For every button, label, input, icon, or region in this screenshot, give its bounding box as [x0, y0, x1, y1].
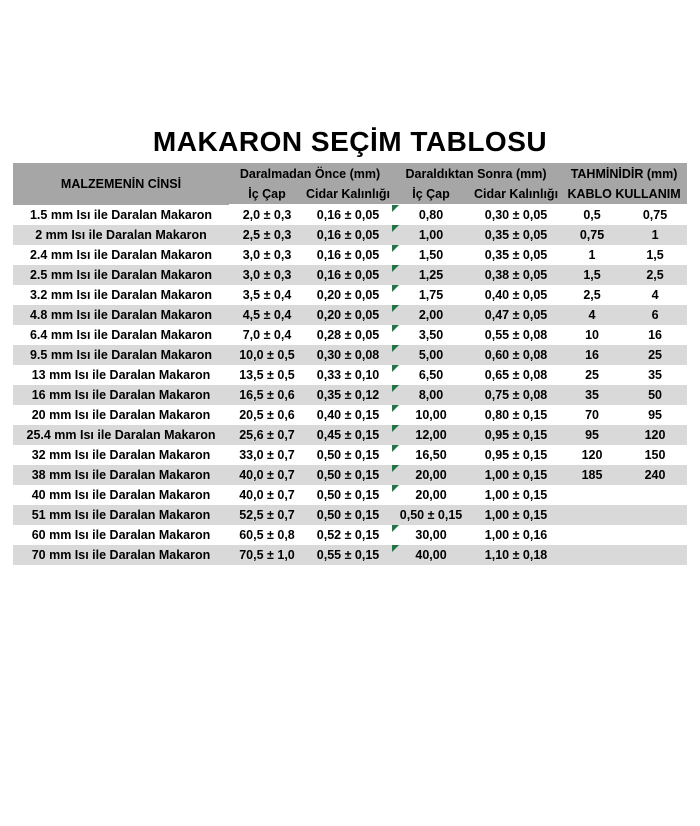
cell-material	[13, 425, 229, 445]
header-wall-thickness-after: Cidar Kalınlığı	[471, 184, 561, 205]
cell-cable-usage-min	[561, 305, 623, 325]
cell-value: 40,00	[415, 548, 447, 562]
cell-value: 0,30 ± 0,08	[316, 348, 380, 362]
cell-inner-diameter-before	[229, 265, 305, 285]
cell-value: 16 mm Isı ile Daralan Makaron	[31, 388, 211, 402]
table-row	[13, 445, 687, 465]
cell-value: 95	[585, 428, 599, 442]
excel-error-indicator-icon	[392, 325, 399, 332]
cell-material	[13, 325, 229, 345]
cell-cable-usage-min	[561, 505, 623, 525]
cell-wall-thickness-before	[305, 465, 391, 485]
cell-value: 20 mm Isı ile Daralan Makaron	[31, 408, 211, 422]
cell-cable-usage-min	[561, 425, 623, 445]
header-group-before-shrink: Daralmadan Önce (mm)	[229, 163, 391, 184]
cell-wall-thickness-before	[305, 445, 391, 465]
cell-value: 0,35 ± 0,05	[484, 228, 548, 242]
cell-value: 2,00	[418, 308, 444, 322]
cell-cable-usage-max	[623, 545, 687, 565]
cell-value: 1,00	[418, 228, 444, 242]
cell-value: 0,38 ± 0,05	[484, 268, 548, 282]
excel-error-indicator-icon	[392, 445, 399, 452]
cell-inner-diameter-after	[391, 365, 471, 385]
cell-value: 0,20 ± 0,05	[316, 308, 380, 322]
cell-value: 9.5 mm Isı ile Daralan Makaron	[29, 348, 213, 362]
cell-value: 20,00	[415, 488, 447, 502]
table-row	[13, 365, 687, 385]
cell-inner-diameter-before	[229, 225, 305, 245]
cell-value: 6.4 mm Isı ile Daralan Makaron	[29, 328, 213, 342]
cell-value: 0,20 ± 0,05	[316, 288, 380, 302]
cell-value: 5,00	[418, 348, 444, 362]
cell-cable-usage-max	[623, 405, 687, 425]
cell-value: 2.4 mm Isı ile Daralan Makaron	[29, 248, 213, 262]
cell-material	[13, 505, 229, 525]
table-row	[13, 525, 687, 545]
table-row	[13, 385, 687, 405]
cell-value: 0,45 ± 0,15	[316, 428, 380, 442]
cell-inner-diameter-after	[391, 265, 471, 285]
table-row	[13, 405, 687, 425]
cell-value: 0,95 ± 0,15	[484, 448, 548, 462]
cell-wall-thickness-after	[471, 225, 561, 245]
cell-wall-thickness-before	[305, 285, 391, 305]
table-row	[13, 265, 687, 285]
cell-value: 2 mm Isı ile Daralan Makaron	[35, 228, 207, 242]
cell-value: 0,95 ± 0,15	[484, 428, 548, 442]
cell-value: 3.2 mm Isı ile Daralan Makaron	[29, 288, 213, 302]
cell-cable-usage-max	[623, 205, 687, 226]
cell-value: 185	[581, 468, 603, 482]
header-wall-thickness-before: Cidar Kalınlığı	[305, 184, 391, 205]
cell-value: 3,5 ± 0,4	[242, 288, 292, 302]
cell-value: 10,0 ± 0,5	[239, 348, 295, 362]
cell-cable-usage-max	[623, 245, 687, 265]
cell-value: 70	[585, 408, 599, 422]
table-body	[13, 205, 687, 566]
cell-material	[13, 465, 229, 485]
cell-wall-thickness-before	[305, 425, 391, 445]
cell-value: 2,5 ± 0,3	[242, 228, 292, 242]
table-row	[13, 505, 687, 525]
cell-material	[13, 205, 229, 226]
cell-inner-diameter-before	[229, 485, 305, 505]
cell-value: 1,10 ± 0,18	[484, 548, 548, 562]
cell-cable-usage-min	[561, 265, 623, 285]
cell-value: 50	[648, 388, 662, 402]
cell-value: 6,50	[418, 368, 444, 382]
cell-value: 240	[644, 468, 666, 482]
cell-wall-thickness-after	[471, 385, 561, 405]
cell-inner-diameter-before	[229, 285, 305, 305]
cell-value: 95	[648, 408, 662, 422]
cell-value: 120	[581, 448, 603, 462]
table-row	[13, 205, 687, 226]
cell-value: 0,50 ± 0,15	[316, 488, 380, 502]
cell-material	[13, 485, 229, 505]
cell-wall-thickness-after	[471, 465, 561, 485]
cell-inner-diameter-before	[229, 545, 305, 565]
cell-inner-diameter-after	[391, 485, 471, 505]
cell-value: 16,50	[415, 448, 447, 462]
table-row	[13, 545, 687, 565]
cell-value: 120	[644, 428, 666, 442]
cell-wall-thickness-before	[305, 405, 391, 425]
cell-value: 2,0 ± 0,3	[242, 208, 292, 222]
cell-cable-usage-max	[623, 305, 687, 325]
cell-cable-usage-max	[623, 325, 687, 345]
cell-value: 40,0 ± 0,7	[239, 468, 295, 482]
cell-inner-diameter-after	[391, 245, 471, 265]
cell-inner-diameter-before	[229, 445, 305, 465]
cell-cable-usage-max	[623, 385, 687, 405]
header-inner-diameter-before: İç Çap	[229, 184, 305, 205]
cell-cable-usage-max	[623, 425, 687, 445]
cell-value: 0,40 ± 0,15	[316, 408, 380, 422]
cell-value: 25,6 ± 0,7	[239, 428, 295, 442]
cell-wall-thickness-after	[471, 265, 561, 285]
cell-cable-usage-min	[561, 525, 623, 545]
cell-value: 12,00	[415, 428, 447, 442]
cell-value: 1,50	[418, 248, 444, 262]
table-header	[13, 163, 687, 205]
table-row	[13, 485, 687, 505]
excel-error-indicator-icon	[392, 285, 399, 292]
excel-error-indicator-icon	[392, 205, 399, 212]
cell-value: 150	[644, 448, 666, 462]
cell-value: 60 mm Isı ile Daralan Makaron	[31, 528, 211, 542]
cell-value: 7,0 ± 0,4	[242, 328, 292, 342]
cell-material	[13, 365, 229, 385]
cell-inner-diameter-after	[391, 345, 471, 365]
cell-value: 1,5	[583, 268, 601, 282]
excel-error-indicator-icon	[392, 545, 399, 552]
cell-value: 0,50 ± 0,15	[399, 508, 463, 522]
cell-inner-diameter-after	[391, 205, 471, 226]
excel-error-indicator-icon	[392, 345, 399, 352]
cell-value: 35	[648, 368, 662, 382]
page-title: MAKARON SEÇİM TABLOSU	[152, 126, 548, 157]
cell-value: 40 mm Isı ile Daralan Makaron	[31, 488, 211, 502]
cell-value: 4	[588, 308, 596, 322]
cell-cable-usage-min	[561, 385, 623, 405]
cell-wall-thickness-after	[471, 345, 561, 365]
cell-inner-diameter-before	[229, 365, 305, 385]
cell-cable-usage-max	[623, 485, 687, 505]
cell-value: 0,80	[418, 208, 444, 222]
cell-value: 1.5 mm Isı ile Daralan Makaron	[29, 207, 213, 222]
table-row	[13, 245, 687, 265]
table-row	[13, 305, 687, 325]
cell-value: 0,35 ± 0,12	[316, 388, 380, 402]
cell-wall-thickness-before	[305, 305, 391, 325]
cell-inner-diameter-after	[391, 405, 471, 425]
excel-error-indicator-icon	[392, 405, 399, 412]
cell-wall-thickness-before	[305, 205, 391, 226]
header-cable-usage: KABLO KULLANIM	[561, 184, 687, 205]
cell-value: 2,5	[646, 268, 664, 282]
cell-wall-thickness-before	[305, 385, 391, 405]
cell-cable-usage-min	[561, 225, 623, 245]
cell-wall-thickness-after	[471, 205, 561, 226]
cell-wall-thickness-after	[471, 405, 561, 425]
table-row	[13, 345, 687, 365]
cell-cable-usage-min	[561, 245, 623, 265]
cell-value: 1	[651, 228, 659, 242]
excel-error-indicator-icon	[392, 465, 399, 472]
cell-inner-diameter-after	[391, 465, 471, 485]
cell-value: 4,5 ± 0,4	[242, 308, 292, 322]
header-group-row	[13, 163, 687, 184]
cell-value: 1,00 ± 0,15	[484, 468, 548, 482]
table-row	[13, 465, 687, 485]
cell-material	[13, 445, 229, 465]
header-group-after-shrink: Daraldıktan Sonra (mm)	[391, 163, 561, 184]
cell-cable-usage-max	[623, 505, 687, 525]
cell-value: 0,16 ± 0,05	[316, 208, 380, 222]
cell-inner-diameter-after	[391, 385, 471, 405]
cell-value: 33,0 ± 0,7	[239, 448, 295, 462]
cell-value: 32 mm Isı ile Daralan Makaron	[31, 448, 211, 462]
cell-value: 1,5	[646, 248, 664, 262]
cell-value: 0,16 ± 0,05	[316, 248, 380, 262]
cell-value: 30,00	[415, 528, 447, 542]
cell-value: 0,28 ± 0,05	[316, 328, 380, 342]
cell-wall-thickness-after	[471, 545, 561, 565]
cell-value: 0,75 ± 0,08	[484, 388, 548, 402]
cell-wall-thickness-before	[305, 265, 391, 285]
cell-cable-usage-max	[623, 525, 687, 545]
cell-inner-diameter-after	[391, 225, 471, 245]
table-row	[13, 285, 687, 305]
cell-wall-thickness-after	[471, 505, 561, 525]
excel-error-indicator-icon	[392, 245, 399, 252]
cell-value: 0,16 ± 0,05	[316, 228, 380, 242]
cell-value: 0,16 ± 0,05	[316, 268, 380, 282]
excel-error-indicator-icon	[392, 265, 399, 272]
cell-value: 16	[648, 328, 662, 342]
cell-wall-thickness-before	[305, 505, 391, 525]
cell-value: 35	[585, 388, 599, 402]
cell-value: 3,50	[418, 328, 444, 342]
cell-value: 51 mm Isı ile Daralan Makaron	[31, 508, 211, 522]
cell-value: 38 mm Isı ile Daralan Makaron	[31, 468, 211, 482]
cell-value: 60,5 ± 0,8	[239, 528, 295, 542]
cell-value: 20,5 ± 0,6	[239, 408, 295, 422]
cell-inner-diameter-after	[391, 285, 471, 305]
cell-cable-usage-min	[561, 205, 623, 226]
cell-value: 0,35 ± 0,05	[484, 248, 548, 262]
cell-value: 0,75	[579, 228, 605, 242]
cell-material	[13, 525, 229, 545]
cell-cable-usage-min	[561, 485, 623, 505]
excel-error-indicator-icon	[392, 225, 399, 232]
header-group-estimate: TAHMİNİDİR (mm)	[561, 163, 687, 184]
cell-material	[13, 285, 229, 305]
cell-inner-diameter-after	[391, 325, 471, 345]
cell-cable-usage-max	[623, 225, 687, 245]
cell-value: 10,00	[415, 408, 447, 422]
cell-value: 25.4 mm Isı ile Daralan Makaron	[26, 428, 216, 442]
cell-inner-diameter-before	[229, 405, 305, 425]
cell-value: 52,5 ± 0,7	[239, 508, 295, 522]
excel-error-indicator-icon	[392, 525, 399, 532]
cell-inner-diameter-before	[229, 525, 305, 545]
cell-wall-thickness-after	[471, 485, 561, 505]
cell-cable-usage-min	[561, 405, 623, 425]
cell-cable-usage-min	[561, 345, 623, 365]
cell-material	[13, 405, 229, 425]
cell-inner-diameter-before	[229, 325, 305, 345]
cell-cable-usage-max	[623, 365, 687, 385]
cell-inner-diameter-before	[229, 205, 305, 226]
cell-wall-thickness-after	[471, 285, 561, 305]
cell-inner-diameter-before	[229, 245, 305, 265]
cell-wall-thickness-before	[305, 525, 391, 545]
cell-value: 0,5	[583, 208, 601, 222]
cell-inner-diameter-before	[229, 385, 305, 405]
cell-value: 0,55 ± 0,15	[316, 548, 380, 562]
cell-value: 8,00	[418, 388, 444, 402]
cell-value: 3,0 ± 0,3	[242, 268, 292, 282]
table-row	[13, 425, 687, 445]
cell-cable-usage-min	[561, 325, 623, 345]
cell-inner-diameter-after	[391, 525, 471, 545]
cell-value: 0,80 ± 0,15	[484, 408, 548, 422]
cell-value: 6	[651, 308, 659, 322]
cell-value: 0,50 ± 0,15	[316, 448, 380, 462]
cell-value: 0,65 ± 0,08	[484, 368, 548, 382]
cell-wall-thickness-before	[305, 345, 391, 365]
cell-value: 0,33 ± 0,10	[316, 368, 380, 382]
cell-value: 0,52 ± 0,15	[316, 528, 380, 542]
cell-wall-thickness-before	[305, 365, 391, 385]
cell-cable-usage-max	[623, 265, 687, 285]
header-material-type: MALZEMENİN CİNSİ	[13, 163, 229, 205]
cell-material	[13, 265, 229, 285]
cell-material	[13, 245, 229, 265]
cell-value: 0,30 ± 0,05	[484, 208, 548, 222]
cell-cable-usage-max	[623, 445, 687, 465]
table-row	[13, 325, 687, 345]
excel-error-indicator-icon	[392, 305, 399, 312]
cell-value: 0,47 ± 0,05	[484, 308, 548, 322]
cell-value: 20,00	[415, 468, 447, 482]
cell-value: 13 mm Isı ile Daralan Makaron	[31, 368, 211, 382]
cell-value: 13,5 ± 0,5	[239, 368, 295, 382]
cell-inner-diameter-before	[229, 345, 305, 365]
cell-material	[13, 225, 229, 245]
cell-wall-thickness-after	[471, 525, 561, 545]
cell-cable-usage-max	[623, 465, 687, 485]
cell-material	[13, 545, 229, 565]
cell-value: 1,00 ± 0,15	[484, 508, 548, 522]
cell-inner-diameter-before	[229, 305, 305, 325]
cell-inner-diameter-after	[391, 445, 471, 465]
cell-inner-diameter-after	[391, 505, 471, 525]
cell-wall-thickness-after	[471, 245, 561, 265]
excel-error-indicator-icon	[392, 425, 399, 432]
cell-value: 2,5	[583, 288, 601, 302]
cell-value: 0,75	[642, 208, 668, 222]
cell-inner-diameter-before	[229, 465, 305, 485]
cell-cable-usage-min	[561, 285, 623, 305]
cell-value: 70 mm Isı ile Daralan Makaron	[31, 548, 211, 562]
cell-value: 0,60 ± 0,08	[484, 348, 548, 362]
cell-wall-thickness-before	[305, 545, 391, 565]
cell-value: 3,0 ± 0,3	[242, 248, 292, 262]
cell-value: 1	[588, 248, 596, 262]
cell-value: 0,55 ± 0,08	[484, 328, 548, 342]
cell-cable-usage-max	[623, 285, 687, 305]
cell-wall-thickness-before	[305, 485, 391, 505]
table-row	[13, 225, 687, 245]
cell-value: 4.8 mm Isı ile Daralan Makaron	[29, 308, 213, 322]
cell-inner-diameter-before	[229, 425, 305, 445]
excel-error-indicator-icon	[392, 365, 399, 372]
cell-wall-thickness-after	[471, 445, 561, 465]
cell-value: 10	[585, 328, 599, 342]
cell-value: 1,25	[418, 268, 444, 282]
cell-cable-usage-min	[561, 365, 623, 385]
cell-wall-thickness-after	[471, 325, 561, 345]
cell-cable-usage-min	[561, 445, 623, 465]
cell-value: 25	[585, 368, 599, 382]
cell-value: 16,5 ± 0,6	[239, 388, 295, 402]
cell-wall-thickness-after	[471, 365, 561, 385]
cell-value: 2.5 mm Isı ile Daralan Makaron	[29, 268, 213, 282]
cell-value: 40,0 ± 0,7	[239, 488, 295, 502]
cell-value: 0,40 ± 0,05	[484, 288, 548, 302]
excel-error-indicator-icon	[392, 385, 399, 392]
cell-cable-usage-min	[561, 465, 623, 485]
cell-wall-thickness-before	[305, 325, 391, 345]
cell-value: 0,50 ± 0,15	[316, 468, 380, 482]
header-inner-diameter-after: İç Çap	[391, 184, 471, 205]
cell-value: 16	[585, 348, 599, 362]
cell-value: 0,50 ± 0,15	[316, 508, 380, 522]
cell-inner-diameter-after	[391, 545, 471, 565]
cell-value: 25	[648, 348, 662, 362]
cell-inner-diameter-after	[391, 425, 471, 445]
cell-wall-thickness-before	[305, 225, 391, 245]
cell-wall-thickness-after	[471, 305, 561, 325]
cell-cable-usage-min	[561, 545, 623, 565]
cell-wall-thickness-before	[305, 245, 391, 265]
cell-inner-diameter-after	[391, 305, 471, 325]
cell-material	[13, 385, 229, 405]
cell-material	[13, 305, 229, 325]
cell-value: 1,00 ± 0,16	[484, 528, 548, 542]
cell-cable-usage-max	[623, 345, 687, 365]
cell-inner-diameter-before	[229, 505, 305, 525]
cell-value: 70,5 ± 1,0	[239, 548, 295, 562]
cell-value: 4	[651, 288, 659, 302]
cell-value: 1,75	[418, 288, 444, 302]
makaron-selection-table	[13, 163, 687, 565]
cell-wall-thickness-after	[471, 425, 561, 445]
cell-material	[13, 345, 229, 365]
excel-error-indicator-icon	[392, 485, 399, 492]
cell-value: 1,00 ± 0,15	[484, 488, 548, 502]
